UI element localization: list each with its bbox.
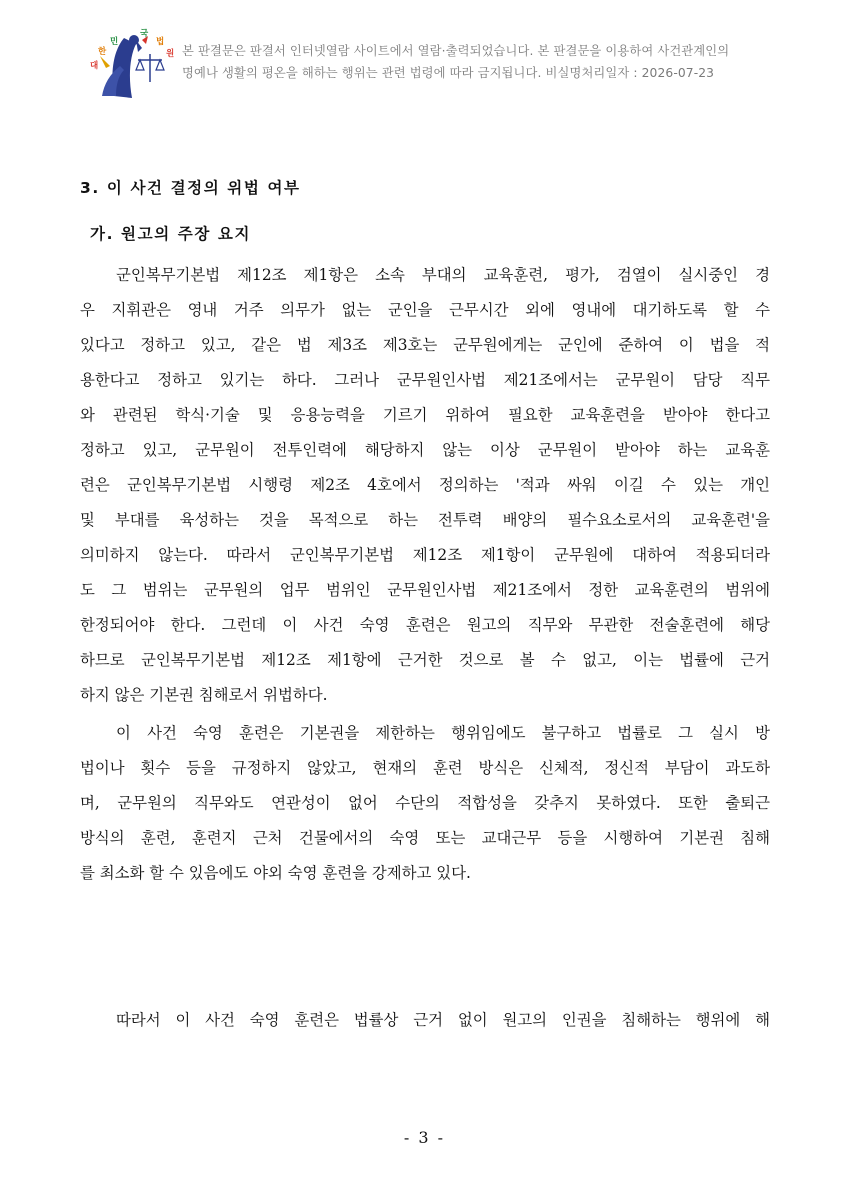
text-line: 하므로 군인복무기본법 제12조 제1항에 근거한 것으로 볼 수 없고, 이는 법률에 근거 [80,651,770,669]
text-line: 련은 군인복무기본법 시행령 제2조 4호에서 정의하는 '적과 싸워 이길 수 있는 개인 [80,476,770,494]
text-line: 방식의 훈련, 훈련지 근처 건물에서의 숙영 또는 교대근무 등을 시행하여 기본권 침해 [80,829,770,847]
text-line: 이 사건 숙영 훈련은 기본권을 제한하는 행위임에도 불구하고 법률로 그 실시 방 [116,724,770,742]
text-line: 를 최소화 할 수 있음에도 야외 숙영 훈련을 강제하고 있다. [80,864,471,882]
notice-line: 명예나 생활의 평온을 해하는 행위는 관련 법령에 따라 금지됩니다. 비실명처리일자 : 2026-07-23 [182,66,715,80]
text-line: 한정되어야 한다. 그런데 이 사건 숙영 훈련은 원고의 직무와 무관한 전술훈련에 해당 [80,616,770,634]
text-line: 있다고 정하고 있고, 같은 법 제3조 제3호는 군무원에게는 군인에 준하여 이 법을 적 [80,336,770,354]
subsection-heading: 가. 원고의 주장 요지 [90,225,252,243]
text-line: 우 지휘관은 영내 거주 의무가 없는 군인을 근무시간 외에 영내에 대기하도록 할 수 [80,301,770,319]
text-line: 법이나 횟수 등을 규정하지 않았고, 현재의 훈련 방식은 신체적, 정신적 부담이 과도하 [80,759,770,777]
text-line: 와 관련된 학식·기술 및 응용능력을 기르기 위하여 필요한 교육훈련을 받아야 한다고 [80,406,770,424]
court-logo-icon [84,26,176,106]
page-number: - 3 - [403,1128,446,1147]
svg-text:한: 한 [98,47,107,57]
svg-text:법: 법 [156,37,165,47]
notice-line: 본 판결문은 판결서 인터넷열람 사이트에서 열람·출력되었습니다. 본 판결문을 이용하여 사건관계인의 [182,44,730,58]
svg-text:원: 원 [166,49,175,59]
text-line: 하지 않은 기본권 침해로서 위법하다. [80,686,328,704]
text-line: 및 부대를 육성하는 것을 목적으로 하는 전투력 배양의 필수요소로서의 교육훈련'을 [80,511,770,529]
paragraph [80,1003,770,1038]
disclosure-notice [182,40,792,84]
text-line: 며, 군무원의 직무와도 연관성이 없어 수단의 적합성을 갖추지 못하였다. 또한 출퇴근 [80,794,770,812]
text-line: 군인복무기본법 제12조 제1항은 소속 부대의 교육훈련, 평가, 검열이 실시중인 경 [116,266,770,284]
paragraph [80,258,770,713]
text-line: 도 그 범위는 군무원의 업무 범위인 군무원인사법 제21조에서 정한 교육훈련의 범위에 [80,581,770,599]
svg-text:민: 민 [110,37,119,47]
svg-text:국: 국 [140,29,149,39]
text-line: 따라서 이 사건 숙영 훈련은 법률상 근거 없이 원고의 인권을 침해하는 행위에 해 [116,1011,770,1029]
page-header [84,26,784,106]
paragraph [80,716,770,891]
text-line: 용한다고 정하고 있기는 하다. 그러나 군무원인사법 제21조에서는 군무원이 담당 직무 [80,371,770,389]
text-line: 의미하지 않는다. 따라서 군인복무기본법 제12조 제1항이 군무원에 대하여 적용되더라 [80,546,770,564]
svg-text:대: 대 [90,61,99,71]
section-heading: 3. 이 사건 결정의 위법 여부 [80,179,301,197]
text-line: 정하고 있고, 군무원이 전투인력에 해당하지 않는 이상 군무원이 받아야 하는 교육훈 [80,441,770,459]
